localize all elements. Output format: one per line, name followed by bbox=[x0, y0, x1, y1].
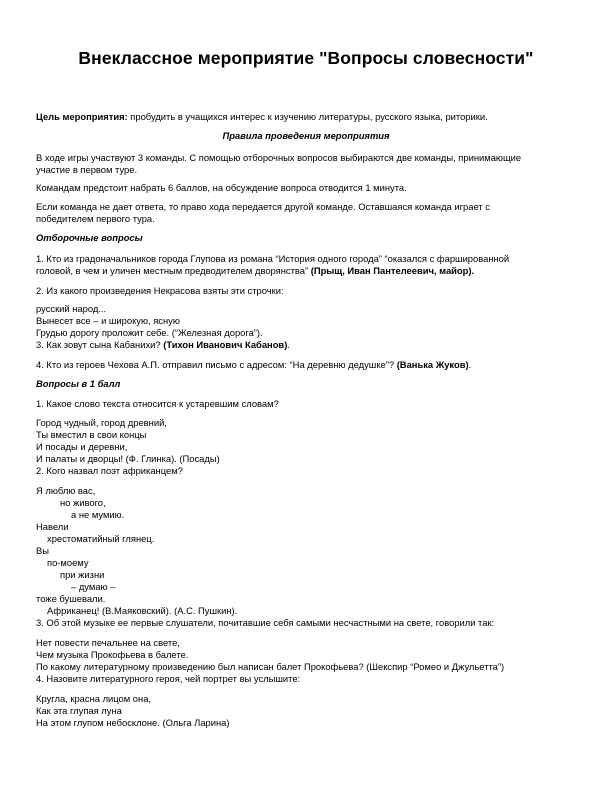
mayakovsky-line-10: тоже бушевали. bbox=[36, 593, 106, 604]
rules-p1-line1: В ходе игры участвуют 3 команды. С помощью отборочных вопросов выбираются две команды, принимающие bbox=[36, 152, 522, 163]
rules-p2: Командам предстоит набрать 6 баллов, на обсуждение вопроса отводится 1 минута. bbox=[36, 182, 407, 193]
poem-line-1: русский народ... bbox=[36, 303, 107, 314]
mayakovsky-line-8: при жизни bbox=[60, 569, 105, 580]
shakespeare-line-2: Чем музыка Прокофьева в балете. bbox=[36, 649, 189, 660]
larina-line-2: Как эта глупая луна bbox=[36, 705, 122, 716]
larina-line-3: На этом глупом небосклоне. (Ольга Ларина) bbox=[36, 717, 230, 728]
qualifying-q1-answer: (Прыщ, Иван Пантелеевич, майор). bbox=[310, 265, 475, 276]
one-point-q1: 1. Какое слово текста относится к устаревшим словам? bbox=[36, 398, 279, 409]
qualifying-q3-answer: (Тихон Иванович Кабанов) bbox=[163, 339, 288, 350]
goal-text: пробудить в учащихся интерес к изучению литературы, русского языка, риторики. bbox=[127, 111, 488, 122]
rules-heading: Правила проведения мероприятия bbox=[222, 130, 390, 141]
rules-p3-line2: победителем первого тура. bbox=[36, 213, 155, 224]
qualifying-q1-line2 bbox=[36, 265, 474, 277]
mayakovsky-line-6: Вы bbox=[36, 545, 49, 556]
rules-p3-line1: Если команда не дает ответа, то право хода передается другой команде. Оставшаяся команда играет с bbox=[36, 201, 490, 212]
mayakovsky-line-4: Навели bbox=[36, 521, 69, 532]
qualifying-q4-answer: (Ванька Жуков) bbox=[396, 359, 469, 370]
qualifying-q2: 2. Из какого произведения Некрасова взяты эти строчки: bbox=[36, 285, 284, 296]
qualifying-q1-line1: 1. Кто из градоначальников города Глупова из романа “История одного города” “оказался с фаршированной bbox=[36, 253, 510, 264]
mayakovsky-line-7: по-моему bbox=[47, 557, 89, 568]
goal-line bbox=[36, 111, 488, 123]
larina-line-1: Кругла, красна лицом она, bbox=[36, 693, 152, 704]
qualifying-q4-end: . bbox=[468, 359, 472, 370]
glinka-verse-line-2: Ты вместил в свои концы bbox=[36, 429, 147, 440]
one-point-q2: 2. Кого назвал поэт африканцем? bbox=[36, 465, 183, 476]
one-point-q3: 3. Об этой музыке ее первые слушатели, почитавшие себя самыми несчастными на свете, говорили так: bbox=[36, 617, 495, 628]
qualifying-q4-text: 4. Кто из героев Чехова А.П. отправил письмо с адресом: “На деревню дедушке”? bbox=[36, 359, 397, 370]
qualifying-q3-text: 3. Как зовут сына Кабанихи? bbox=[36, 339, 164, 350]
rules-p1-line2: участие в первом туре. bbox=[36, 164, 138, 175]
mayakovsky-line-3: а не мумию. bbox=[71, 509, 125, 520]
qualifying-q1-text: головой, в чем и уличен местным предводителем дворянства” bbox=[36, 265, 311, 276]
mayakovsky-line-11: Африканец! (В.Маяковский). (А.С. Пушкин). bbox=[47, 605, 238, 616]
one-point-q4: 4. Назовите литературного героя, чей портрет вы услышите: bbox=[36, 673, 301, 684]
glinka-verse-line-3: И посады и деревни, bbox=[36, 441, 128, 452]
qualifying-q4 bbox=[36, 359, 471, 371]
mayakovsky-line-2: но живого, bbox=[60, 497, 106, 508]
mayakovsky-line-5: хрестоматийный глянец. bbox=[47, 533, 155, 544]
glinka-verse-line-4: И палаты и дворцы! (Ф. Глинка). (Посады) bbox=[36, 453, 220, 464]
mayakovsky-line-1: Я люблю вас, bbox=[36, 485, 96, 496]
qualifying-q3 bbox=[36, 339, 290, 351]
poem-line-3: Грудью дорогу проложит себе. (“Железная дорога”). bbox=[36, 327, 263, 338]
qualifying-heading: Отборочные вопросы bbox=[36, 232, 143, 243]
shakespeare-line-3: По какому литературному произведению был написан балет Прокофьева? (Шекспир “Ромео и Джульетта”) bbox=[36, 661, 505, 672]
goal-label: Цель мероприятия: bbox=[36, 111, 128, 122]
mayakovsky-line-9: – думаю – bbox=[71, 581, 116, 592]
page-title: Внеклассное мероприятие "Вопросы словесности" bbox=[78, 48, 534, 68]
shakespeare-line-1: Нет повести печальнее на свете, bbox=[36, 637, 180, 648]
poem-line-2: Вынесет все – и широкую, ясную bbox=[36, 315, 180, 326]
qualifying-q3-end: . bbox=[287, 339, 290, 350]
one-point-heading: Вопросы в 1 балл bbox=[36, 378, 121, 389]
glinka-verse-line-1: Город чудный, город древний, bbox=[36, 417, 167, 428]
